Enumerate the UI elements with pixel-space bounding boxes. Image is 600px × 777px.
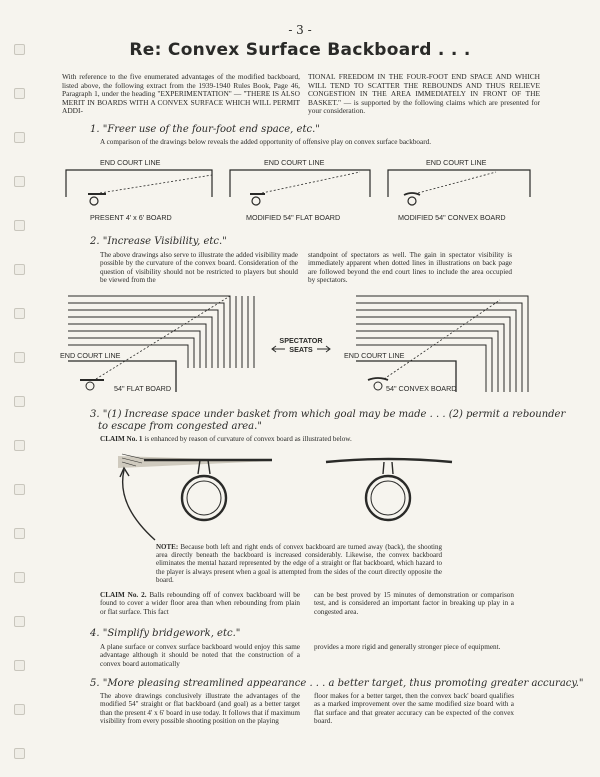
intro-right: TIONAL FREEDOM IN THE FOUR-FOOT END SPACE AND WHICH WILL TEND TO SCATTER THE REBOUNDS AND THUS RELIEVE CONGESTION IN THE AREA IMMEDIATELY IN FRONT OF THE BASKET." — is supported by the following claims which are presented for your consideration. — [308, 72, 540, 116]
section1-heading: 1. "Freer use of the four-foot end space, etc." — [90, 124, 320, 135]
seats-label: SEATS — [289, 345, 313, 354]
flat-board-goal-diagram — [118, 454, 272, 540]
section3-heading-line1: 3. "(1) Increase space under basket from which goal may be made . . . (2) permit a rebounder — [90, 409, 566, 420]
section3-heading-line2: to escape from congested area." — [98, 421, 262, 432]
diagram2-top-label: END COURT LINE — [264, 158, 325, 167]
claim2-right: can be best proved by 15 minutes of demonstration or comparison test, and is considered an important factor in breaking up play in a congested area. — [314, 591, 514, 616]
convex-board-goal-diagram — [326, 459, 452, 520]
diagram3-bottom-label: MODIFIED 54" CONVEX BOARD — [398, 213, 506, 222]
claim2-left-text: Balls rebounding off of convex backboard will be found to cover a wider floor area than when rebounding from plain or flat surface. This fact — [100, 591, 300, 616]
left-end-court-line: END COURT LINE — [60, 351, 121, 360]
section4-right: provides a more rigid and generally stronger piece of equipment. — [314, 643, 501, 651]
section2-right: standpoint of spectators as well. The gain in spectator visibility is immediately apparent when dotted lines in illustrations on back page are followed beyond the end court lines to include the area occupied by spectators. — [308, 251, 512, 285]
section2-left: The above drawings also serve to illustrate the added visibility made possible by the curvature of the convex board. Consideration of the question of visibility should not be restricted to players but should be viewed from the — [100, 251, 298, 285]
page-title: Re: Convex Surface Backboard . . . — [129, 40, 471, 60]
claim1-label: CLAIM No. 1 — [100, 435, 143, 443]
spectator-label: SPECTATOR — [279, 336, 323, 345]
section2-heading: 2. "Increase Visibility, etc." — [90, 236, 227, 247]
diagram3-top-label: END COURT LINE — [426, 158, 487, 167]
diagram-convex-board — [388, 170, 530, 205]
section5-heading: 5. "More pleasing streamlined appearance . . . a better target, thus promoting greater accuracy." — [90, 678, 584, 689]
section5-left: The above drawings conclusively illustrate the advantages of the modified 54" straight or flat backboard (and goal) as a better target than the present 4' x 6' board in use today. It follows that if maximum visibility from every possible shooting position on the playing — [100, 692, 300, 726]
right-end-court-line: END COURT LINE — [344, 351, 405, 360]
diagram1-top-label: END COURT LINE — [100, 158, 161, 167]
note-text: Because both left and right ends of convex backboard are turned away (back), the shooting area directly beneath the backboard is increased considerably. Likewise, the convex backboard eliminates the mental hazard represented by the edge of a straight or flat backboard, which hazard to the player is always present when a goal is attempted from the sides of the court directly opposite the board. — [156, 543, 442, 584]
diagram1-bottom-label: PRESENT 4' x 6' BOARD — [90, 213, 172, 222]
diagram-flat-board — [230, 170, 370, 205]
spectator-seats-left — [68, 296, 254, 392]
section4-left: A plane surface or convex surface backboard would enjoy this same advantage although it should be noted that the construction of a convex board automatically — [100, 643, 300, 668]
convex-board-label: 54" CONVEX BOARD — [386, 384, 457, 393]
section5-right: floor makes for a better target, then the convex back' board qualifies as a marked improvement over the same modified size board with a flat surface and that greater accuracy can be expected of the convex board. — [314, 692, 514, 726]
intro-left: With reference to the five enumerated advantages of the modified backboard, listed above, the following extract from the 1939-1940 Rules Book, Page 46, Paragraph 1, under the heading "EXPERIMENTATION" — "THERE IS ALSO MERIT IN BOARDS WITH A CONVEX SURFACE WHICH WILL PERMIT ADDI- — [62, 72, 300, 116]
diagram-present-board — [66, 170, 212, 205]
diagram2-bottom-label: MODIFIED 54" FLAT BOARD — [246, 213, 341, 222]
claim1-text: is enhanced by reason of curvature of convex board as illustrated below. — [142, 435, 352, 443]
section4-heading: 4. "Simplify bridgework, etc." — [90, 628, 241, 639]
spectator-seats-right — [356, 296, 528, 392]
page-number: - 3 - — [288, 23, 312, 37]
flat-board-label: 54" FLAT BOARD — [114, 384, 172, 393]
section1-text: A comparison of the drawings below reveals the added opportunity of offensive play on convex surface backboard. — [100, 138, 431, 146]
claim2-label: CLAIM No. 2. — [100, 591, 147, 599]
note-label: NOTE: — [156, 543, 179, 551]
spectator-arrows — [272, 346, 330, 352]
